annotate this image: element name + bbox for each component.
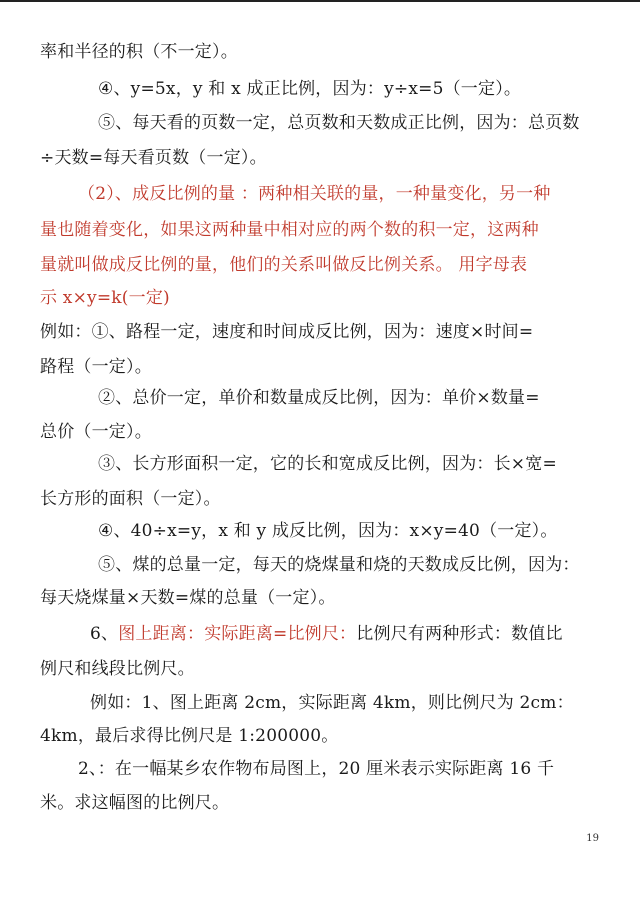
text-line	[40, 657, 604, 681]
text-line	[40, 320, 604, 344]
text-line	[98, 519, 604, 543]
text-segment: ⑤、煤的总量一定，每天的烧煤量和烧的天数成反比例，因为：	[98, 555, 580, 575]
text-segment: 每天烧煤量×天数=煤的总量（一定）。	[40, 588, 336, 608]
highlighted-text: 图上距离：实际距离=比例尺：	[118, 624, 357, 644]
text-segment: 路程（一定）。	[40, 357, 152, 377]
text-line	[98, 386, 604, 410]
text-line	[40, 355, 604, 379]
text-line	[98, 77, 604, 101]
text-segment: 长方形的面积（一定）。	[40, 489, 221, 509]
text-line	[90, 622, 604, 646]
text-line	[40, 253, 604, 277]
highlighted-text: （2）、成反比例的量 ：两种相关联的量，一种量变化，另一种	[78, 184, 551, 204]
text-line	[40, 724, 604, 748]
text-segment: ④、40÷x=y，x 和 y 成反比例，因为：x×y=40（一定）。	[98, 521, 558, 541]
text-segment: ÷天数=每天看页数（一定）。	[40, 148, 267, 168]
text-line	[40, 286, 604, 310]
text-line	[78, 182, 604, 206]
page-number: 19	[586, 833, 599, 844]
text-segment: 米。求这幅图的比例尺。	[40, 793, 230, 813]
highlighted-text: 示 x×y=k(一定)	[40, 288, 170, 308]
text-line	[98, 111, 604, 135]
highlighted-text: 量也随着变化，如果这两种量中相对应的两个数的积一定，这两种	[40, 220, 539, 240]
text-segment: 例尺和线段比例尺。	[40, 659, 195, 679]
text-line	[40, 487, 604, 511]
text-segment: 率和半径的积（不一定）。	[40, 42, 238, 62]
text-segment: 总价（一定）。	[40, 422, 152, 442]
text-line	[98, 553, 604, 577]
text-line	[40, 218, 604, 242]
text-segment: 4km，最后求得比例尺是 1:200000。	[40, 726, 339, 746]
text-line	[90, 691, 604, 715]
text-segment: 6、	[90, 624, 119, 644]
highlighted-text: 量就叫做成反比例的量，他们的关系叫做反比例关系。 用字母表	[40, 255, 528, 275]
text-segment: 2、：在一幅某乡农作物布局图上，20 厘米表示实际距离 16 千	[78, 759, 555, 779]
text-line	[40, 791, 604, 815]
text-line	[78, 757, 604, 781]
text-line	[40, 420, 604, 444]
text-segment: ④、y=5x，y 和 x 成正比例，因为：y÷x=5（一定）。	[98, 79, 522, 99]
text-line	[40, 40, 604, 64]
text-line	[40, 586, 604, 610]
text-segment: 例如：1、图上距离 2cm，实际距离 4km，则比例尺为 2cm：	[90, 693, 574, 713]
text-segment: ③、长方形面积一定，它的长和宽成反比例，因为：长×宽=	[98, 454, 557, 474]
text-segment: ②、总价一定，单价和数量成反比例，因为：单价×数量=	[98, 388, 540, 408]
text-segment: ⑤、每天看的页数一定，总页数和天数成正比例，因为：总页数	[98, 113, 580, 133]
text-segment: 比例尺有两种形式：数值比	[356, 624, 563, 644]
text-segment: 例如：①、路程一定，速度和时间成反比例，因为：速度×时间=	[40, 322, 534, 342]
text-line	[40, 146, 604, 170]
text-line	[98, 452, 604, 476]
